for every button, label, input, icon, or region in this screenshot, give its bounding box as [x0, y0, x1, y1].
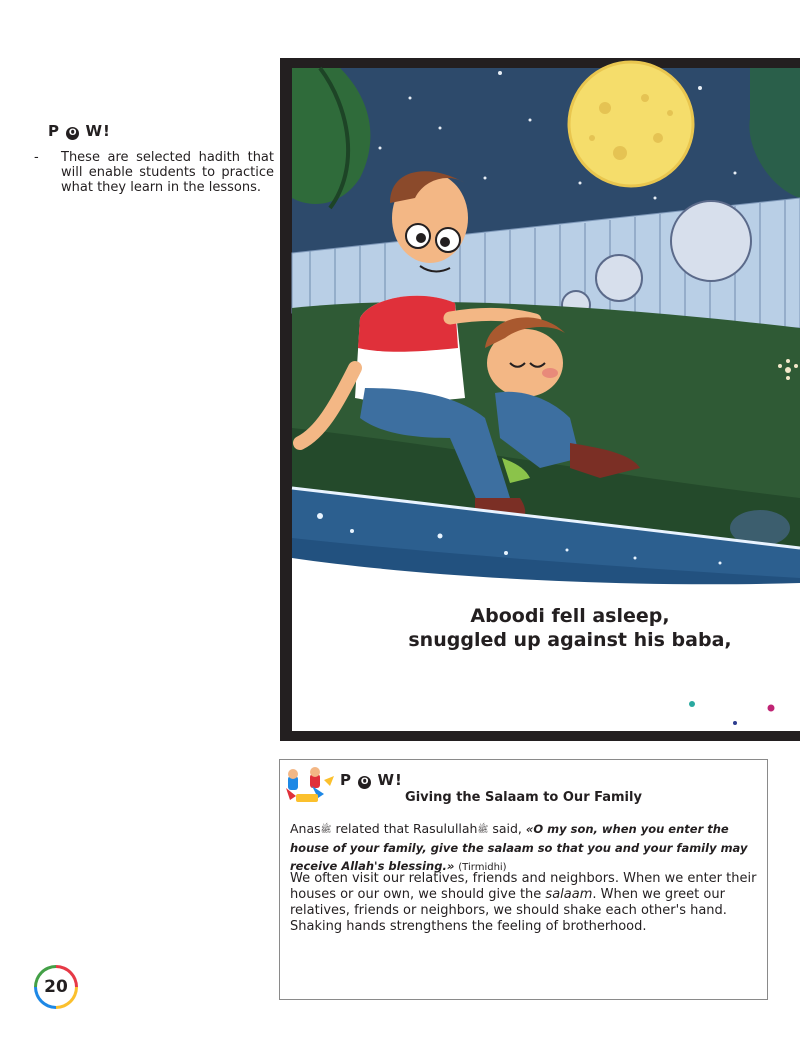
caption-line-2: snuggled up against his baba, [408, 629, 732, 651]
body-text-2: . When we greet our relatives, friends or neighbors, we should shake each other's hand. Shaking hands strengthens the feeling of brotherhood. [290, 887, 727, 934]
hadith-source: (Tirmidhi) [458, 862, 507, 873]
box-title: Giving the Salaam to Our Family [405, 790, 642, 805]
hadith-related: related that Rasulullah [331, 821, 478, 836]
pow-hadith-box [279, 759, 768, 1000]
story-caption [380, 604, 760, 652]
caption-line-1: Aboodi fell asleep, [470, 605, 670, 627]
body-text-1: We often visit our relatives, friends and neighbors. When we enter their houses or our own, we should give the [290, 871, 757, 902]
pow-letter-o: O [66, 127, 79, 140]
pow-heading [48, 122, 111, 140]
box-pow-heading [340, 771, 403, 789]
side-note-text: These are selected hadith that will enable students to practice what they learn in the lessons. [61, 150, 274, 195]
side-note [34, 150, 274, 195]
box-pow-letter-o: O [358, 776, 371, 789]
body-paragraph [290, 871, 760, 935]
pow-letter-w: W! [85, 122, 111, 140]
honorific-2: ﷺ [477, 825, 489, 835]
bullet-dash: - [34, 150, 39, 165]
box-pow-letter-w: W! [377, 771, 403, 789]
page-number: 20 [37, 968, 75, 1006]
pow-letter-p: P [48, 122, 60, 140]
hadith-text [290, 820, 760, 876]
story-illustration [280, 58, 800, 741]
hadith-quote: «O my son, when you enter the house of your family, give the salaam so that you and your family may receive Allah's blessing.» [290, 822, 748, 873]
page-number-badge [34, 965, 78, 1009]
box-pow-letter-p: P [340, 771, 352, 789]
hadith-narrator: Anas [290, 821, 321, 836]
body-italic-salaam: salaam [545, 887, 593, 902]
hadith-said: said, [488, 821, 526, 836]
honorific-1: ﷺ [320, 825, 332, 835]
